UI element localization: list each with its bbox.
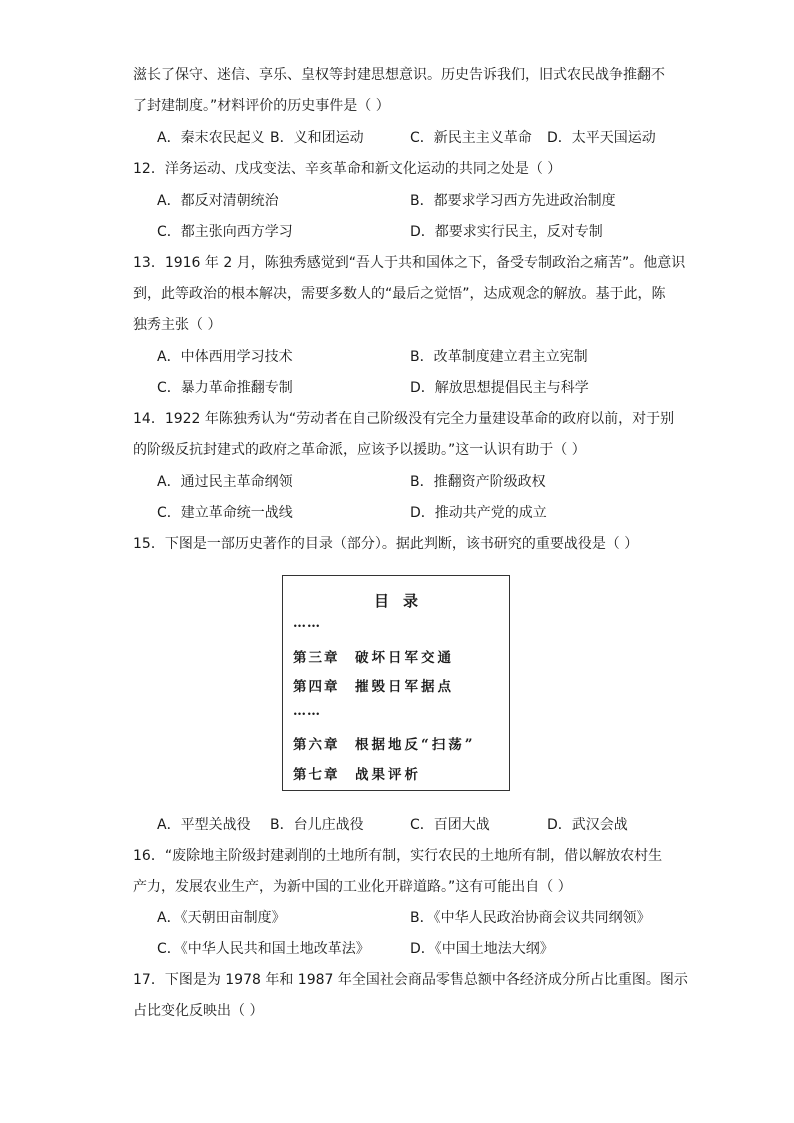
q15-option-a[interactable]: A．平型关战役 <box>157 817 251 833</box>
q14-option-b[interactable]: B．推翻资产阶级政权 <box>410 474 546 490</box>
toc-chapter-title: 战果评析 <box>355 767 421 783</box>
toc-chapter: 第七章 <box>293 767 340 783</box>
q11-stem-line1: 滋长了保守、迷信、享乐、皇权等封建思想意识。历史告诉我们，旧式农民战争推翻不 <box>133 67 665 83</box>
q11-option-b[interactable]: B．义和团运动 <box>270 130 364 146</box>
q13-option-c[interactable]: C．暴力革命推翻专制 <box>157 380 293 396</box>
q11-option-d[interactable]: D．太平天国运动 <box>547 130 656 146</box>
q12-option-b[interactable]: B．都要求学习西方先进政治制度 <box>410 193 616 209</box>
q13-option-d[interactable]: D．解放思想提倡民主与科学 <box>410 380 589 396</box>
q14-stem-line1: 14．1922 年陈独秀认为“劳动者在自己阶级没有完全力量建设革命的政府以前，对于别 <box>133 411 675 427</box>
q16-stem-line1: 16．“废除地主阶级封建剥削的土地所有制，实行农民的土地所有制，借以解放农村生 <box>133 848 663 864</box>
q14-option-a[interactable]: A．通过民主革命纲领 <box>157 474 293 490</box>
q15-option-d[interactable]: D．武汉会战 <box>547 817 628 833</box>
q12-stem: 12．洋务运动、戊戌变法、辛亥革命和新文化运动的共同之处是（ ） <box>133 161 562 177</box>
toc-chapter: 第六章 <box>293 737 340 753</box>
q17-stem-line2: 占比变化反映出（ ） <box>133 1003 264 1019</box>
q12-option-d[interactable]: D．都要求实行民主，反对专制 <box>410 224 603 240</box>
q11-stem-line2: 了封建制度。”材料评价的历史事件是（ ） <box>133 98 390 114</box>
q15-option-c[interactable]: C．百团大战 <box>410 817 490 833</box>
q15-stem: 15．下图是一部历史著作的目录（部分）。据此判断，该书研究的重要战役是（ ） <box>133 536 639 552</box>
toc-row <box>293 763 421 783</box>
q13-stem-line3: 独秀主张（ ） <box>133 317 222 333</box>
q13-option-b[interactable]: B．改革制度建立君主立宪制 <box>410 349 588 365</box>
toc-row <box>293 646 454 666</box>
q12-option-c[interactable]: C．都主张向西方学习 <box>157 224 293 240</box>
q16-option-c[interactable]: C．《中华人民共和国土地改革法》 <box>157 941 370 957</box>
q16-stem-line2: 产力，发展农业生产，为新中国的工业化开辟道路。”这有可能出自（ ） <box>133 879 572 895</box>
q16-option-a[interactable]: A．《天朝田亩制度》 <box>157 910 286 926</box>
toc-chapter-title: 根据地反“扫荡” <box>355 737 476 753</box>
q14-option-c[interactable]: C．建立革命统一战线 <box>157 505 293 521</box>
q11-option-a[interactable]: A．秦末农民起义 <box>157 130 265 146</box>
toc-chapter-title: 破坏日军交通 <box>355 650 454 666</box>
toc-chapter-title: 摧毁日军据点 <box>355 679 454 695</box>
toc-row <box>293 733 476 753</box>
table-of-contents-figure <box>282 575 510 791</box>
q13-stem-line2: 到，此等政治的根本解决，需要多数人的“最后之觉悟”，达成观念的解放。基于此，陈 <box>133 286 666 302</box>
toc-chapter: 第三章 <box>293 650 340 666</box>
q11-option-c[interactable]: C．新民主主义革命 <box>410 130 532 146</box>
q13-option-a[interactable]: A．中体西用学习技术 <box>157 349 293 365</box>
toc-ellipsis: …… <box>293 704 321 719</box>
q16-option-b[interactable]: B．《中华人民政治协商会议共同纲领》 <box>410 910 651 926</box>
q15-option-b[interactable]: B．台儿庄战役 <box>270 817 364 833</box>
q17-stem-line1: 17．下图是为 1978 年和 1987 年全国社会商品零售总额中各经济成分所占比重图。图示 <box>133 972 688 988</box>
toc-row <box>293 675 454 695</box>
q12-option-a[interactable]: A．都反对清朝统治 <box>157 193 279 209</box>
q14-stem-line2: 的阶级反抗封建式的政府之革命派，应该予以援助。”这一认识有助于（ ） <box>133 442 586 458</box>
toc-title: 目录 <box>373 592 432 610</box>
q14-option-d[interactable]: D．推动共产党的成立 <box>410 505 547 521</box>
q13-stem-line1: 13．1916 年 2 月，陈独秀感觉到“吾人于共和国体之下，备受专制政治之痛苦”。他意识 <box>133 255 686 271</box>
toc-chapter: 第四章 <box>293 679 340 695</box>
toc-ellipsis: …… <box>293 616 321 631</box>
q16-option-d[interactable]: D．《中国土地法大纲》 <box>410 941 554 957</box>
